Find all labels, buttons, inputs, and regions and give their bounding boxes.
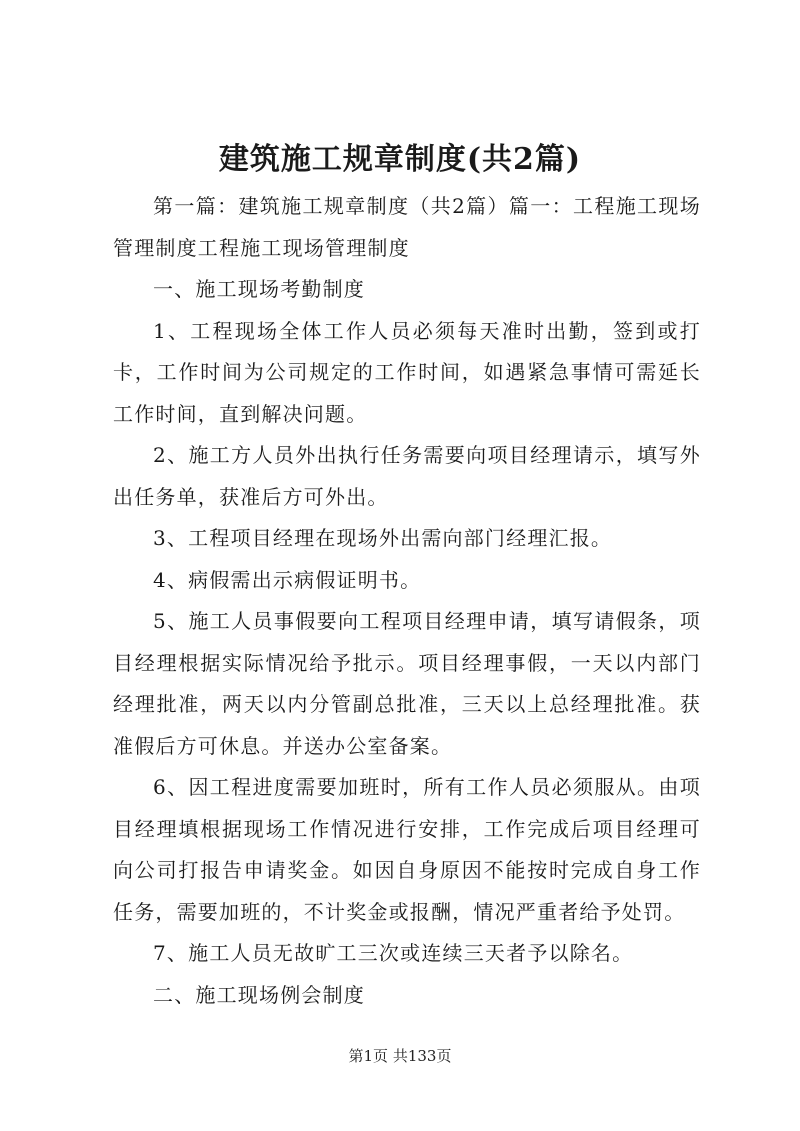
section-heading: 二、施工现场例会制度 — [153, 982, 365, 1007]
paragraph: 6、因工程进度需要加班时，所有工作人员必须服从。由项目经理填根据现场工作情况进行安排，工作完成后项目经理可向公司打报告申请奖金。如因自身原因不能按时完成自身工作任务，需要加班的，不计奖金或报酬，情况严重者给予处罚。 — [113, 775, 701, 924]
paragraph: 7、施工人员无故旷工三次或连续三天者予以除名。 — [153, 941, 634, 965]
paragraph: 5、施工人员事假要向工程项目经理申请，填写请假条，项目经理根据实际情况给予批示。项目经理事假，一天以内部门经理批准，两天以内分管副总批准，三天以上总经理批准。获准假后方可休息。并送办公室备案。 — [113, 609, 701, 758]
page-footer: 第1页 共133页 — [348, 1047, 452, 1065]
section-heading: 一、施工现场考勤制度 — [153, 277, 365, 301]
paragraph: 3、工程项目经理在现场外出需向部门经理汇报。 — [153, 526, 613, 550]
document-body — [113, 186, 701, 1016]
paragraph: 1、工程现场全体工作人员必须每天准时出勤，签到或打卡，工作时间为公司规定的工作时间，如遇紧急事情可需延长工作时间，直到解决问题。 — [113, 318, 701, 426]
paragraph: 2、施工方人员外出执行任务需要向项目经理请示，填写外出任务单，获准后方可外出。 — [113, 443, 701, 509]
paragraph: 4、病假需出示病假证明书。 — [153, 567, 422, 592]
document-title: 建筑施工规章制度(共2篇) — [218, 142, 582, 177]
paragraph: 第一篇：建筑施工规章制度（共2篇）篇一：工程施工现场管理制度工程施工现场管理制度 — [113, 194, 701, 260]
